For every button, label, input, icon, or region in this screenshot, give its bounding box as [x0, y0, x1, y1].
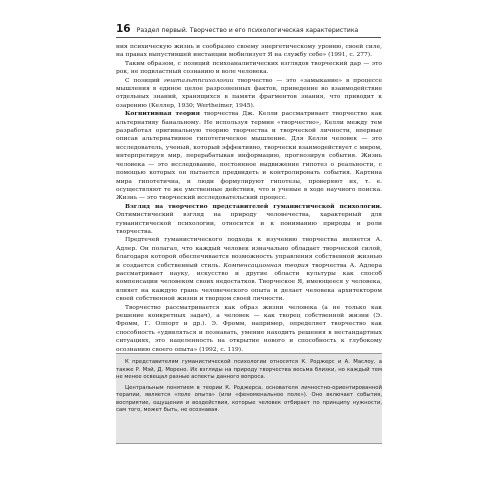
text-run: С позиций	[125, 76, 164, 84]
page-number: 16	[116, 23, 131, 35]
paragraph	[116, 110, 382, 202]
sidebar-box	[116, 353, 382, 444]
paragraph	[116, 77, 382, 111]
text-run: творчества А. Адлера рассматривает науку, искусство и другие области культуры как способ компенсации человеком своих недостатков. Творческое Я, имеющееся у человека, влияет на каждую грань человеческого опыта и делает человека архитектором своей собственной жизни и творцом своей личности.	[116, 261, 382, 303]
sidebar-paragraph: Центральным понятием в теории К. Роджерса, основателя личностно-ориентированной терапии, является «поле опыта» (или «феноменальное поле»). Оно включает события, восприятие, ощущения и воздействия, которые человек отбирает по принципу нужности, сам того, может быть, не осознавая.	[116, 384, 382, 413]
text-run: творчества Дж. Келли рассматривает творчество как альтернативу банальному. Не используя термин «творчество», Келли между тем разработал оригинальную теорию творчества и творческой личности, впервые описав альтернативное гипотетическое мышление. Для Келли человек — это исследователь, ученый, который эффективно, творчески взаимодействует с миром, интерпретируя мир, перерабатывая информацию, прогнозируя события. Жизнь человека — это исследование, постоянное выдвижение гипотез о реальности, с помощью которых он пытается предвидеть и контролировать события. Картина мира гипотетична, и люди формулируют гипотезы, проверяют их, т. е. осуществляют те же умственные действия, что и ученые в ходе научного поиска. Жизнь — это творческий исследовательский процесс.	[116, 110, 383, 202]
bold-term: Когнитивная теория	[125, 110, 200, 118]
running-head: Раздел первый. Творчество и его психологическая характеристика	[136, 27, 359, 34]
text-run: творчество — это «замыкание» в процессе мышления в единое целое разрозненных фактов, приведение во взаимодействие отдельных знаний, хранящихся в памяти фрагментов знания, что приводит к озарению (Келлер, 1930; Wertheimer, 1945).	[116, 76, 383, 109]
main-text	[116, 43, 382, 354]
emphasis: гештальтпсихологии	[163, 76, 234, 84]
emphasis: Компенсационная теория	[223, 261, 309, 269]
text-run: Оптимистический взгляд на природу человечества, характерный для гуманистической психологии, относится и к пониманию природы и роли творчества.	[116, 211, 382, 235]
paragraph: Творчество рассматривается как образ жизни человека (а не только как решение конкретных задач), а человек — как творец собственной жизни (Э. Фромм, Г. Олпорт и др.). Э. Фромм, например, определяет творчество как способность «удивляться и познавать, умение находить решения в нестандартных ситуациях, это нацеленность на открытие нового и способность к глубокому осознанию своего опыта» (1992, с. 119).	[116, 303, 382, 353]
page-header	[116, 23, 381, 38]
text-run: Предтечей гуманистического подхода к изучению творчества является А. Адлер. Он полагал, что каждый человек изначально обладает творческой силой, благодаря которой обеспечивается возможность управления собственной жизнью и создается собственный стиль.	[116, 236, 382, 269]
sidebar-text	[116, 359, 382, 417]
paragraph: ния психическую жизнь и сообразно своему энергетическому уровню, своей силе, на правах выпустившей инстанции мобилизует Я на службу себе» (1991, с. 277).	[116, 43, 382, 59]
paragraph	[116, 236, 382, 303]
paragraph: Таким образом, с позиций психоаналитических взглядов творческий дар — это рок, не подвластный сознанию и воле человека.	[116, 59, 382, 76]
bold-term: Взгляд на творчество представителей гуманистической психологии.	[125, 202, 382, 210]
sidebar-paragraph: К представителям гуманистической психологии относятся К. Роджерс и А. Маслоу, а также Р. Мэй, Д. Морено. Их взгляды на природу творчества весьма близки, но каждый тем не менее освещал разные аспекты данного вопроса.	[116, 359, 382, 380]
paragraph	[116, 203, 382, 237]
